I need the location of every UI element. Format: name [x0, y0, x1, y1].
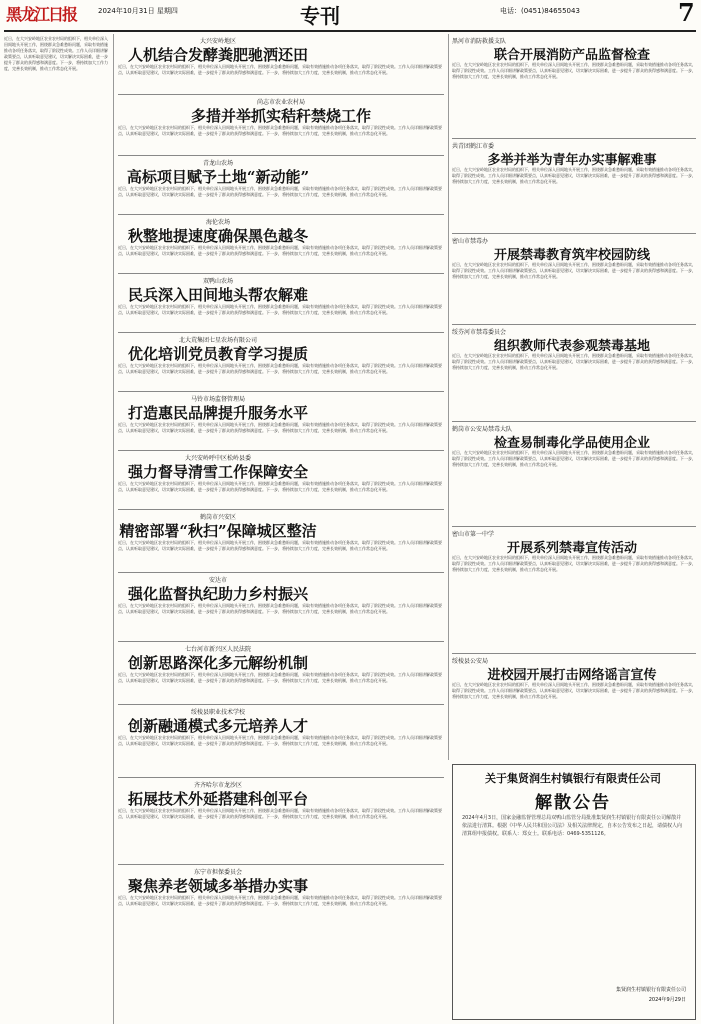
article-kicker: 密山市禁毒办	[452, 238, 489, 245]
article-divider	[118, 572, 444, 573]
article-title: 创新融通模式多元培养人才	[127, 717, 308, 735]
article-title: 检查易制毒化学品使用企业	[493, 436, 650, 451]
article-kicker: 双鸭山农场	[202, 278, 233, 285]
article-kicker: 安达市	[208, 577, 227, 584]
article-divider	[452, 653, 696, 654]
article-title: 拓展技术外延搭建科创平台	[127, 790, 308, 808]
masthead-rule	[4, 30, 696, 32]
article-kicker: 黑河市消防救援支队	[452, 38, 507, 45]
article-body: 近日，在大兴安岭地区农业农村局的组织下，相关单位深入田间地头开展工作，围绕群众急难愁盼问题，采取有效措施推动各项任务落实，取得了阶段性成效。工作人员详细讲解政策要点，认真听取意见建议，切实解决实际困难，进一步提升了群众的获得感和满意度。下一步，将持续加大工作力度，完善长效机制，推动工作常态化开展。	[118, 125, 442, 136]
article-kicker: 齐齐哈尔市龙沙区	[193, 782, 242, 789]
article-body: 近日，在大兴安岭地区农业农村局的组织下，相关单位深入田间地头开展工作，围绕群众急难愁盼问题，采取有效措施推动各项任务落实，取得了阶段性成效。工作人员详细讲解政策要点，认真听取意见建议，切实解决实际困难，进一步提升了群众的获得感和满意度。下一步，将持续加大工作力度，完善长效机制，推动工作常态化开展。	[118, 540, 442, 551]
article-body: 近日，在大兴安岭地区农业农村局的组织下，相关单位深入田间地头开展工作，围绕群众急难愁盼问题，采取有效措施推动各项任务落实，取得了阶段性成效。工作人员详细讲解政策要点，认真听取意见建议，切实解决实际困难，进一步提升了群众的获得感和满意度。下一步，将持续加大工作力度，完善长效机制，推动工作常态化开展。	[118, 735, 442, 746]
article-kicker: 马铃市场监督管理局	[190, 396, 245, 403]
article-divider	[452, 526, 696, 527]
article-body: 近日，在大兴安岭地区农业农村局的组织下，相关单位深入田间地头开展工作，围绕群众急难愁盼问题，采取有效措施推动各项任务落实，取得了阶段性成效。工作人员详细讲解政策要点，认真听取意见建议，切实解决实际困难，进一步提升了群众的获得感和满意度。下一步，将持续加大工作力度，完善长效机制，推动工作常态化开展。	[452, 682, 696, 699]
article-title: 创新思路深化多元解纷机制	[127, 654, 308, 672]
article-title: 多措并举抓实秸秆禁烧工作	[190, 107, 371, 125]
article-title: 进校园开展打击网络谣言宣传	[487, 668, 657, 683]
article-title: 组织教师代表参观禁毒基地	[493, 339, 650, 354]
article-divider	[118, 509, 444, 510]
article-kicker: 海伦农场	[205, 219, 230, 226]
section-title: 专刊	[300, 4, 340, 28]
article-title: 人机结合发酵粪肥驰洒还田	[127, 46, 308, 64]
article-title: 打造惠民品牌提升服务水平	[127, 404, 308, 422]
article-divider	[118, 214, 444, 215]
article-body: 近日，在大兴安岭地区农业农村局的组织下，相关单位深入田间地头开展工作，围绕群众急难愁盼问题，采取有效措施推动各项任务落实，取得了阶段性成效。工作人员详细讲解政策要点，认真听取意见建议，切实解决实际困难，进一步提升了群众的获得感和满意度。下一步，将持续加大工作力度，完善长效机制，推动工作常态化开展。	[118, 672, 442, 683]
article-body: 近日，在大兴安岭地区农业农村局的组织下，相关单位深入田间地头开展工作，围绕群众急难愁盼问题，采取有效措施推动各项任务落实，取得了阶段性成效。工作人员详细讲解政策要点，认真听取意见建议，切实解决实际困难，进一步提升了群众的获得感和满意度。下一步，将持续加大工作力度，完善长效机制，推动工作常态化开展。	[118, 808, 442, 819]
notice-body: 2024年4月3日，国家金融监督管理总局双鸭山监管分局批准集贤润生村镇银行有限责任公司解散并依法进行清算。根据《中华人民共和国公司法》及相关法律规定，自本公告发布之日起，请债权人向清算组申报债权。联系人：郑女士。联系电话：0469-5351126。	[462, 815, 683, 837]
article-kicker: 七台河市新兴区人民法院	[184, 646, 251, 653]
article-kicker: 东宁市担保委员会	[193, 869, 242, 876]
article-divider	[452, 233, 696, 234]
article-kicker: 绥棱县职业技术学校	[190, 709, 245, 716]
contact-phone: 电话：(0451)84655043	[500, 7, 580, 15]
article-title: 强化监督执纪助力乡村振兴	[127, 585, 308, 603]
column-divider	[113, 34, 114, 1024]
article-divider	[118, 273, 444, 274]
article-kicker: 大兴安岭呼中区松岭县委	[184, 455, 251, 462]
article-divider	[118, 777, 444, 778]
article-title: 聚焦养老领域多举措办实事	[127, 877, 308, 895]
article-kicker: 密山市第一中学	[452, 531, 495, 538]
notice-date: 2024年9月29日	[648, 997, 686, 1003]
article-body: 近日，在大兴安岭地区农业农村局的组织下，相关单位深入田间地头开展工作，围绕群众急难愁盼问题，采取有效措施推动各项任务落实，取得了阶段性成效。工作人员详细讲解政策要点，认真听取意见建议，切实解决实际困难，进一步提升了群众的获得感和满意度。下一步，将持续加大工作力度，完善长效机制，推动工作常态化开展。	[452, 167, 696, 184]
article-divider	[118, 641, 444, 642]
article-divider	[118, 155, 444, 156]
article-title: 秋整地提速度确保黑色越冬	[127, 227, 308, 245]
article-divider	[118, 332, 444, 333]
article-kicker: 大兴安岭地区	[199, 38, 236, 45]
article-title: 民兵深入田间地头帮农解难	[127, 286, 308, 304]
article-divider	[452, 421, 696, 422]
article-divider	[118, 391, 444, 392]
article-body: 近日，在大兴安岭地区农业农村局的组织下，相关单位深入田间地头开展工作，围绕群众急难愁盼问题，采取有效措施推动各项任务落实，取得了阶段性成效。工作人员详细讲解政策要点，认真听取意见建议，切实解决实际困难，进一步提升了群众的获得感和满意度。下一步，将持续加大工作力度，完善长效机制，推动工作常态化开展。	[452, 62, 696, 79]
article-body: 近日，在大兴安岭地区农业农村局的组织下，相关单位深入田间地头开展工作，围绕群众急难愁盼问题，采取有效措施推动各项任务落实，取得了阶段性成效。工作人员详细讲解政策要点，认真听取意见建议，切实解决实际困难，进一步提升了群众的获得感和满意度。下一步，将持续加大工作力度，完善长效机制，推动工作常态化开展。	[452, 450, 696, 467]
article-body: 近日，在大兴安岭地区农业农村局的组织下，相关单位深入田间地头开展工作，围绕群众急难愁盼问题，采取有效措施推动各项任务落实，取得了阶段性成效。工作人员详细讲解政策要点，认真听取意见建议，切实解决实际困难，进一步提升了群众的获得感和满意度。下一步，将持续加大工作力度，完善长效机制，推动工作常态化开展。	[118, 304, 442, 315]
page-number: 7	[678, 0, 695, 27]
article-body: 近日，在大兴安岭地区农业农村局的组织下，相关单位深入田间地头开展工作，围绕群众急难愁盼问题，采取有效措施推动各项任务落实，取得了阶段性成效。工作人员详细讲解政策要点，认真听取意见建议，切实解决实际困难，进一步提升了群众的获得感和满意度。下一步，将持续加大工作力度，完善长效机制，推动工作常态化开展。	[118, 64, 442, 75]
article-body: 近日，在大兴安岭地区农业农村局的组织下，相关单位深入田间地头开展工作，围绕群众急难愁盼问题，采取有效措施推动各项任务落实，取得了阶段性成效。工作人员详细讲解政策要点，认真听取意见建议，切实解决实际困难，进一步提升了群众的获得感和满意度。下一步，将持续加大工作力度，完善长效机制，推动工作常态化开展。	[118, 363, 442, 374]
issue-date: 2024年10月31日 星期四	[98, 7, 178, 15]
notice-signer: 集贤润生村镇银行有限责任公司	[615, 987, 686, 993]
article-body: 近日，在大兴安岭地区农业农村局的组织下，相关单位深入田间地头开展工作，围绕群众急难愁盼问题，采取有效措施推动各项任务落实，取得了阶段性成效。工作人员详细讲解政策要点，认真听取意见建议，切实解决实际困难，进一步提升了群众的获得感和满意度。下一步，将持续加大工作力度，完善长效机制，推动工作常态化开展。	[118, 895, 442, 906]
article-title: 高标项目赋予土地“新动能”	[126, 168, 310, 186]
article-body: 近日，在大兴安岭地区农业农村局的组织下，相关单位深入田间地头开展工作，围绕群众急难愁盼问题，采取有效措施推动各项任务落实，取得了阶段性成效。工作人员详细讲解政策要点，认真听取意见建议，切实解决实际困难，进一步提升了群众的获得感和满意度。下一步，将持续加大工作力度，完善长效机制，推动工作常态化开展。	[452, 262, 696, 279]
article-body: 近日，在大兴安岭地区农业农村局的组织下，相关单位深入田间地头开展工作，围绕群众急难愁盼问题，采取有效措施推动各项任务落实，取得了阶段性成效。工作人员详细讲解政策要点，认真听取意见建议，切实解决实际困难，进一步提升了群众的获得感和满意度。下一步，将持续加大工作力度，完善长效机制，推动工作常态化开展。	[452, 555, 696, 572]
article-kicker: 绥芬河市禁毒委员会	[452, 329, 507, 336]
article-kicker: 北大荒集团七星农场有限公司	[178, 337, 257, 344]
article-body: 近日，在大兴安岭地区农业农村局的组织下，相关单位深入田间地头开展工作，围绕群众急难愁盼问题，采取有效措施推动各项任务落实，取得了阶段性成效。工作人员详细讲解政策要点，认真听取意见建议，切实解决实际困难，进一步提升了群众的获得感和满意度。下一步，将持续加大工作力度，完善长效机制，推动工作常态化开展。	[118, 481, 442, 492]
article-kicker: 尚志市农业农村局	[256, 99, 305, 106]
left-column-text: 近日，在大兴安岭地区农业农村局的组织下，相关单位深入田间地头开展工作，围绕群众急难愁盼问题，采取有效措施推动各项任务落实，取得了阶段性成效。工作人员详细讲解政策要点，认真听取意见建议，切实解决实际困难，进一步提升了群众的获得感和满意度。下一步，将持续加大工作力度，完善长效机制，推动工作常态化开展。	[4, 36, 108, 71]
article-kicker: 青龙山农场	[202, 160, 233, 167]
notice-title: 解散公告	[535, 793, 611, 813]
article-body: 近日，在大兴安岭地区农业农村局的组织下，相关单位深入田间地头开展工作，围绕群众急难愁盼问题，采取有效措施推动各项任务落实，取得了阶段性成效。工作人员详细讲解政策要点，认真听取意见建议，切实解决实际困难，进一步提升了群众的获得感和满意度。下一步，将持续加大工作力度，完善长效机制，推动工作常态化开展。	[118, 422, 442, 433]
article-title: 精密部署“秋扫”保障城区整洁	[119, 522, 317, 540]
article-divider	[452, 324, 696, 325]
article-divider	[118, 450, 444, 451]
article-divider	[118, 94, 444, 95]
article-divider	[118, 704, 444, 705]
article-body: 近日，在大兴安岭地区农业农村局的组织下，相关单位深入田间地头开展工作，围绕群众急难愁盼问题，采取有效措施推动各项任务落实，取得了阶段性成效。工作人员详细讲解政策要点，认真听取意见建议，切实解决实际困难，进一步提升了群众的获得感和满意度。下一步，将持续加大工作力度，完善长效机制，推动工作常态化开展。	[118, 603, 442, 614]
article-title: 优化培训党员教育学习提质	[127, 345, 308, 363]
article-kicker: 绥棱县公安局	[452, 658, 489, 665]
article-body: 近日，在大兴安岭地区农业农村局的组织下，相关单位深入田间地头开展工作，围绕群众急难愁盼问题，采取有效措施推动各项任务落实，取得了阶段性成效。工作人员详细讲解政策要点，认真听取意见建议，切实解决实际困难，进一步提升了群众的获得感和满意度。下一步，将持续加大工作力度，完善长效机制，推动工作常态化开展。	[118, 245, 442, 256]
article-title: 开展禁毒教育筑牢校园防线	[493, 248, 650, 263]
article-title: 开展系列禁毒宣传活动	[506, 541, 637, 556]
newspaper-logo: 黑龙江日报	[6, 5, 77, 24]
article-title: 强力督导清雪工作保障安全	[127, 463, 308, 481]
article-kicker: 鹤岗市兴安区	[199, 514, 236, 521]
article-title: 多举并举为青年办实事解难事	[487, 153, 657, 168]
article-kicker: 鹤岗市公安局禁毒大队	[452, 426, 513, 433]
article-title: 联合开展消防产品监督检查	[493, 48, 650, 63]
column-divider	[448, 34, 449, 760]
article-body: 近日，在大兴安岭地区农业农村局的组织下，相关单位深入田间地头开展工作，围绕群众急难愁盼问题，采取有效措施推动各项任务落实，取得了阶段性成效。工作人员详细讲解政策要点，认真听取意见建议，切实解决实际困难，进一步提升了群众的获得感和满意度。下一步，将持续加大工作力度，完善长效机制，推动工作常态化开展。	[118, 186, 442, 197]
article-kicker: 共青团鹤江市委	[452, 143, 495, 150]
article-divider	[452, 138, 696, 139]
article-divider	[118, 864, 444, 865]
notice-heading: 关于集贤润生村镇银行有限责任公司	[485, 772, 661, 785]
article-body: 近日，在大兴安岭地区农业农村局的组织下，相关单位深入田间地头开展工作，围绕群众急难愁盼问题，采取有效措施推动各项任务落实，取得了阶段性成效。工作人员详细讲解政策要点，认真听取意见建议，切实解决实际困难，进一步提升了群众的获得感和满意度。下一步，将持续加大工作力度，完善长效机制，推动工作常态化开展。	[452, 353, 696, 370]
